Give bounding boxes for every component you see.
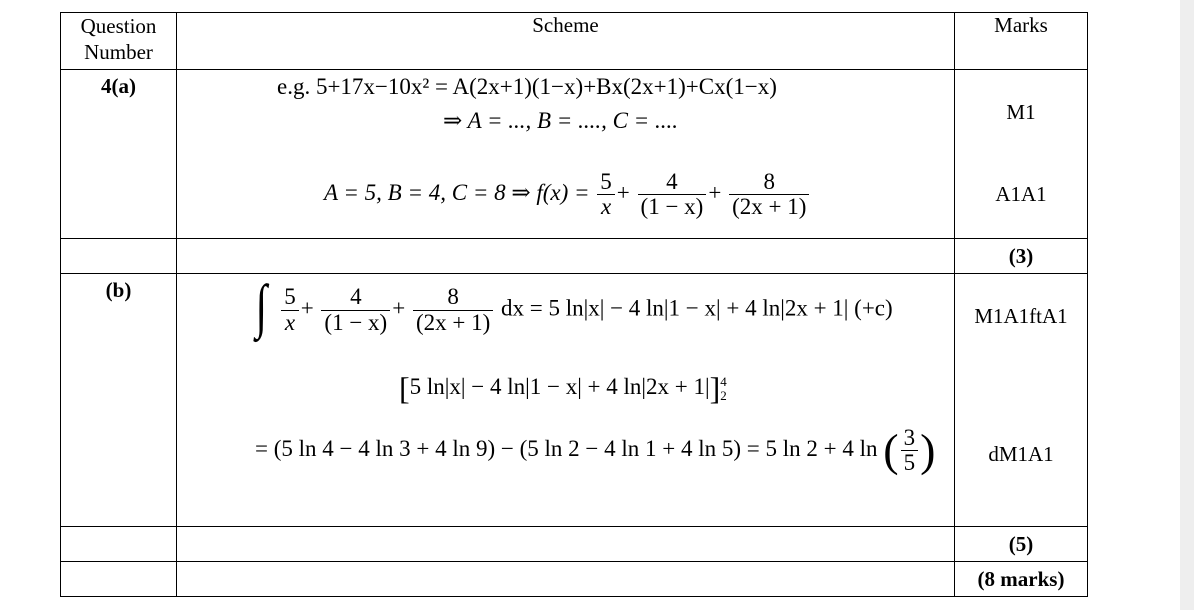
total-marks: (8 marks) <box>955 562 1088 597</box>
header-question-number: Question Number <box>61 13 177 70</box>
int-fraction-4-over-1mx: $\frac{4}{(1 - x)}$ <box>321 285 390 334</box>
row-4a <box>61 70 1088 239</box>
total-4a: (3) <box>955 239 1088 274</box>
implies-text: ⇒ A = ..., B = ...., C = .... <box>443 108 678 133</box>
evaluated-expression: 5 ln|x| − 4 ln|1 − x| + 4 ln|2x + 1| <box>409 373 710 399</box>
integral-sign: ∫ <box>255 273 267 339</box>
row-4b <box>61 274 1088 527</box>
header-marks: Marks <box>955 13 1088 70</box>
right-square-bracket: ] <box>709 370 721 406</box>
mark-m1: M1 <box>1006 100 1036 124</box>
window-edge <box>1180 0 1194 610</box>
marks-4b <box>955 274 1088 527</box>
fraction-8-over-2xp1: $\frac{8}{(2x + 1)}$ <box>729 170 809 219</box>
int-fraction-5-over-x: $\frac{5}{x}$ <box>281 285 299 334</box>
integral-line: ∫ $\frac{5}{x}$ + $\frac{4}{(1 - x)}$ + $\frac{8}{(2x + 1)}$ dx = 5 ln|x| − 4 ln|1 − x| + 4 ln|2x + 1| (+c) <box>255 273 893 339</box>
scheme-4a <box>177 70 955 239</box>
left-square-bracket: [ <box>399 370 410 406</box>
result-line: = (5 ln 4 − 4 ln 3 + 4 ln 9) − (5 ln 2 − 4 ln 1 + 4 ln 5) = 5 ln 2 + 4 ln ( $\frac{3}{5}$ ) <box>255 424 936 476</box>
pf-prefix: A = 5, B = 4, C = 8 ⇒ f(x) = <box>324 179 590 205</box>
total-4b: (5) <box>955 527 1088 562</box>
row-4a-total <box>61 239 1088 274</box>
mark-dm1a1: dM1A1 <box>988 442 1054 466</box>
row-4b-total <box>61 527 1088 562</box>
equation-partial-fractions: A = 5, B = 4, C = 8 ⇒ f(x) = $\frac{5}{x}$ + $\frac{4}{(1 - x)}$ + $\frac{8}{(2x + 1)}$ <box>324 170 811 219</box>
question-label-4b: (b) <box>61 274 177 527</box>
marks-4a <box>955 70 1088 239</box>
integral-result: dx = 5 ln|x| − 4 ln|1 − x| + 4 ln|2x + 1| (+c) <box>501 295 893 321</box>
mark-m1a1fta1: M1A1ftA1 <box>974 304 1068 328</box>
equation-implies <box>443 108 678 134</box>
result-text: = (5 ln 4 − 4 ln 3 + 4 ln 9) − (5 ln 2 − 4 ln 1 + 4 ln 5) = 5 ln 2 + 4 ln <box>255 435 878 461</box>
equation-identity <box>277 74 777 100</box>
fraction-4-over-1mx: $\frac{4}{(1 - x)}$ <box>638 170 707 219</box>
question-label-4a: 4(a) <box>61 70 177 239</box>
mark-scheme-table <box>60 12 1088 597</box>
int-fraction-8-over-2xp1: $\frac{8}{(2x + 1)}$ <box>413 285 493 334</box>
evaluated-bracket <box>399 370 727 407</box>
upper-limit: 4 <box>720 373 727 389</box>
mark-a1a1: A1A1 <box>995 182 1047 206</box>
header-scheme: Scheme <box>177 13 955 70</box>
row-final-total <box>61 562 1088 597</box>
scheme-4b <box>177 274 955 527</box>
fraction-3-over-5: $\frac{3}{5}$ <box>901 426 919 475</box>
identity-text: e.g. 5+17x−10x² = A(2x+1)(1−x)+Bx(2x+1)+Cx(1−x) <box>277 74 777 99</box>
fraction-5-over-x: $\frac{5}{x}$ <box>597 170 615 219</box>
limits <box>720 375 727 403</box>
header-row <box>61 13 1088 70</box>
lower-limit: 2 <box>720 387 727 403</box>
